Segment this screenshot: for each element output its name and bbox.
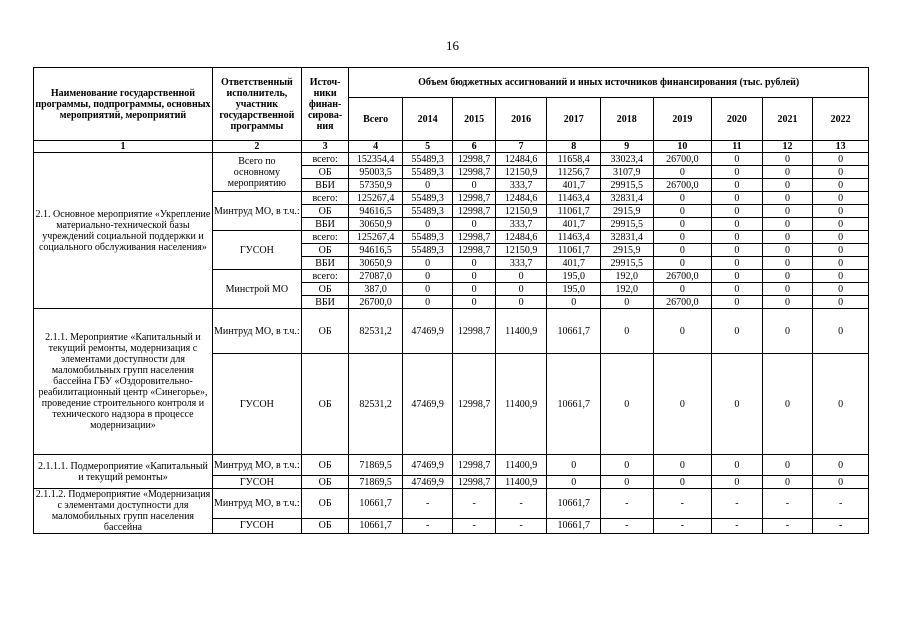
header-year: 2020	[712, 98, 763, 141]
amount-cell: 0	[653, 354, 712, 455]
header-year: 2019	[653, 98, 712, 141]
source-cell: ВБИ	[301, 257, 349, 270]
amount-cell: 0	[653, 218, 712, 231]
source-cell: ОБ	[301, 455, 349, 476]
amount-cell: 27087,0	[349, 270, 403, 283]
amount-cell: 47469,9	[402, 309, 453, 354]
amount-cell: 0	[762, 153, 813, 166]
amount-cell: 30650,9	[349, 257, 403, 270]
executor-name: ГУСОН	[212, 518, 301, 533]
amount-cell: 11658,4	[547, 153, 601, 166]
amount-cell: 94616,5	[349, 205, 403, 218]
amount-cell: 71869,5	[349, 455, 403, 476]
amount-cell: 11463,4	[547, 192, 601, 205]
amount-cell: 0	[712, 231, 763, 244]
activity-name: 2.1. Основное мероприятие «Укрепление материально-технической базы учреждений социальной поддержки и социального обслуживания населения»	[34, 153, 213, 309]
column-number: 7	[495, 141, 547, 153]
amount-cell: 195,0	[547, 270, 601, 283]
amount-cell: 30650,9	[349, 218, 403, 231]
column-number: 2	[212, 141, 301, 153]
amount-cell: 387,0	[349, 283, 403, 296]
amount-cell: 192,0	[600, 283, 653, 296]
amount-cell: 0	[402, 218, 453, 231]
amount-cell: 26700,0	[653, 296, 712, 309]
amount-cell: 12998,7	[453, 455, 495, 476]
amount-cell: 333,7	[495, 257, 547, 270]
amount-cell: 0	[712, 296, 763, 309]
amount-cell: 0	[712, 192, 763, 205]
header-year: 2014	[402, 98, 453, 141]
table-row	[34, 153, 869, 166]
column-number: 8	[547, 141, 601, 153]
amount-cell: 0	[402, 296, 453, 309]
amount-cell: 32831,4	[600, 231, 653, 244]
amount-cell: -	[495, 518, 547, 533]
amount-cell: 12150,9	[495, 244, 547, 257]
amount-cell: 0	[712, 476, 763, 489]
executor-name: ГУСОН	[212, 476, 301, 489]
amount-cell: 0	[813, 179, 869, 192]
amount-cell: 0	[653, 231, 712, 244]
amount-cell: 12484,6	[495, 153, 547, 166]
amount-cell: 0	[712, 455, 763, 476]
header-year: 2016	[495, 98, 547, 141]
column-number: 4	[349, 141, 403, 153]
source-cell: ОБ	[301, 166, 349, 179]
amount-cell: 0	[653, 244, 712, 257]
amount-cell: 11463,4	[547, 231, 601, 244]
executor-name: Всего по основному мероприятию	[212, 153, 301, 192]
amount-cell: -	[495, 489, 547, 519]
amount-cell: 0	[762, 283, 813, 296]
amount-cell: -	[600, 489, 653, 519]
amount-cell: -	[762, 518, 813, 533]
amount-cell: 152354,4	[349, 153, 403, 166]
amount-cell: 0	[762, 270, 813, 283]
amount-cell: 2915,9	[600, 205, 653, 218]
header-year: 2022	[813, 98, 869, 141]
amount-cell: 0	[762, 354, 813, 455]
amount-cell: 12484,6	[495, 231, 547, 244]
amount-cell: 0	[762, 192, 813, 205]
table-row	[34, 455, 869, 476]
amount-cell: 2915,9	[600, 244, 653, 257]
amount-cell: 0	[453, 218, 495, 231]
amount-cell: 0	[813, 270, 869, 283]
amount-cell: 0	[813, 455, 869, 476]
amount-cell: 10661,7	[547, 489, 601, 519]
amount-cell: 0	[762, 257, 813, 270]
amount-cell: 11400,9	[495, 476, 547, 489]
amount-cell: 0	[495, 270, 547, 283]
amount-cell: -	[712, 518, 763, 533]
amount-cell: 55489,3	[402, 166, 453, 179]
amount-cell: -	[453, 518, 495, 533]
amount-cell: 0	[712, 205, 763, 218]
amount-cell: 33023,4	[600, 153, 653, 166]
amount-cell: 0	[813, 257, 869, 270]
activity-name: 2.1.1. Мероприятие «Капитальный и текущий ремонты, модернизация с элементами доступности для маломобильных групп населения бассейна ГБУ «Оздоровительно-реабилитационный центр «Синегорье», проведение строительного контроля и технического надзора в процессе модернизации»	[34, 309, 213, 455]
amount-cell: 195,0	[547, 283, 601, 296]
amount-cell: 0	[402, 270, 453, 283]
amount-cell: 12998,7	[453, 192, 495, 205]
table-row	[34, 309, 869, 354]
amount-cell: 0	[712, 218, 763, 231]
amount-cell: 0	[402, 283, 453, 296]
amount-cell: 0	[813, 192, 869, 205]
amount-cell: -	[600, 518, 653, 533]
amount-cell: 0	[813, 205, 869, 218]
amount-cell: 0	[712, 166, 763, 179]
amount-cell: 12484,6	[495, 192, 547, 205]
amount-cell: 0	[495, 296, 547, 309]
source-cell: ОБ	[301, 244, 349, 257]
source-cell: ОБ	[301, 354, 349, 455]
amount-cell: 0	[813, 354, 869, 455]
source-cell: ВБИ	[301, 296, 349, 309]
amount-cell: 0	[453, 270, 495, 283]
amount-cell: -	[402, 489, 453, 519]
amount-cell: -	[653, 518, 712, 533]
amount-cell: 12998,7	[453, 231, 495, 244]
column-number: 13	[813, 141, 869, 153]
amount-cell: 125267,4	[349, 192, 403, 205]
amount-cell: 10661,7	[547, 309, 601, 354]
amount-cell: 11061,7	[547, 244, 601, 257]
column-number: 6	[453, 141, 495, 153]
amount-cell: 0	[495, 283, 547, 296]
header-year: 2021	[762, 98, 813, 141]
source-cell: всего:	[301, 270, 349, 283]
amount-cell: 12998,7	[453, 309, 495, 354]
amount-cell: 0	[712, 270, 763, 283]
header-volume: Объем бюджетных ассигнований и иных источников финансирования (тыс. рублей)	[349, 68, 869, 98]
amount-cell: 0	[762, 179, 813, 192]
amount-cell: 95003,5	[349, 166, 403, 179]
column-number: 3	[301, 141, 349, 153]
amount-cell: 0	[813, 231, 869, 244]
amount-cell: 55489,3	[402, 231, 453, 244]
amount-cell: 12998,7	[453, 153, 495, 166]
amount-cell: 0	[712, 257, 763, 270]
amount-cell: 0	[547, 455, 601, 476]
executor-name: Минтруд МО, в т.ч.:	[212, 455, 301, 476]
header-executor: Ответственный исполнитель, участник государственной программы	[212, 68, 301, 141]
source-cell: всего:	[301, 231, 349, 244]
amount-cell: 0	[712, 244, 763, 257]
amount-cell: 12150,9	[495, 205, 547, 218]
amount-cell: 0	[813, 309, 869, 354]
amount-cell: 0	[547, 296, 601, 309]
amount-cell: 0	[453, 283, 495, 296]
amount-cell: 11256,7	[547, 166, 601, 179]
source-cell: ОБ	[301, 489, 349, 519]
amount-cell: 0	[600, 455, 653, 476]
amount-cell: 0	[402, 257, 453, 270]
amount-cell: 0	[762, 476, 813, 489]
amount-cell: 0	[653, 205, 712, 218]
amount-cell: -	[813, 518, 869, 533]
amount-cell: 0	[813, 296, 869, 309]
amount-cell: 0	[653, 192, 712, 205]
header-name: Наименование государственной программы, подпрограммы, основных мероприятий, мероприятий	[34, 68, 213, 141]
amount-cell: 0	[762, 309, 813, 354]
amount-cell: 0	[762, 244, 813, 257]
amount-cell: 0	[453, 296, 495, 309]
amount-cell: -	[712, 489, 763, 519]
amount-cell: 29915,5	[600, 218, 653, 231]
amount-cell: -	[453, 489, 495, 519]
header-year: 2017	[547, 98, 601, 141]
amount-cell: 0	[762, 455, 813, 476]
header-year: 2015	[453, 98, 495, 141]
amount-cell: 0	[600, 296, 653, 309]
executor-name: Минстрой МО	[212, 270, 301, 309]
table-row	[34, 489, 869, 519]
amount-cell: 29915,5	[600, 257, 653, 270]
amount-cell: 0	[762, 166, 813, 179]
activity-name: 2.1.1.1. Подмероприятие «Капитальный и текущий ремонты»	[34, 455, 213, 489]
amount-cell: 0	[712, 309, 763, 354]
amount-cell: 401,7	[547, 179, 601, 192]
amount-cell: 55489,3	[402, 205, 453, 218]
column-number: 9	[600, 141, 653, 153]
amount-cell: 0	[547, 476, 601, 489]
amount-cell: 0	[712, 283, 763, 296]
amount-cell: 125267,4	[349, 231, 403, 244]
amount-cell: 0	[653, 309, 712, 354]
amount-cell: 0	[453, 257, 495, 270]
amount-cell: 0	[653, 283, 712, 296]
amount-cell: 82531,2	[349, 354, 403, 455]
amount-cell: 47469,9	[402, 476, 453, 489]
amount-cell: 26700,0	[349, 296, 403, 309]
amount-cell: 0	[813, 153, 869, 166]
amount-cell: 10661,7	[547, 518, 601, 533]
source-cell: ОБ	[301, 205, 349, 218]
source-cell: ВБИ	[301, 218, 349, 231]
amount-cell: 47469,9	[402, 354, 453, 455]
amount-cell: 12998,7	[453, 244, 495, 257]
source-cell: ВБИ	[301, 179, 349, 192]
amount-cell: 47469,9	[402, 455, 453, 476]
amount-cell: 401,7	[547, 257, 601, 270]
amount-cell: 0	[762, 205, 813, 218]
amount-cell: -	[402, 518, 453, 533]
column-number: 12	[762, 141, 813, 153]
amount-cell: -	[813, 489, 869, 519]
amount-cell: 3107,9	[600, 166, 653, 179]
amount-cell: -	[762, 489, 813, 519]
amount-cell: 26700,0	[653, 153, 712, 166]
amount-cell: 12150,9	[495, 166, 547, 179]
amount-cell: 0	[813, 166, 869, 179]
amount-cell: 333,7	[495, 218, 547, 231]
amount-cell: 0	[762, 231, 813, 244]
amount-cell: 0	[762, 296, 813, 309]
amount-cell: 0	[712, 179, 763, 192]
header-year: 2018	[600, 98, 653, 141]
amount-cell: 12998,7	[453, 166, 495, 179]
financing-table	[33, 67, 869, 534]
executor-name: ГУСОН	[212, 354, 301, 455]
amount-cell: 10661,7	[547, 354, 601, 455]
column-number: 11	[712, 141, 763, 153]
amount-cell: 11061,7	[547, 205, 601, 218]
amount-cell: 10661,7	[349, 489, 403, 519]
amount-cell: 0	[653, 455, 712, 476]
amount-cell: 0	[402, 179, 453, 192]
amount-cell: 0	[600, 309, 653, 354]
source-cell: ОБ	[301, 283, 349, 296]
amount-cell: 0	[813, 218, 869, 231]
executor-name: ГУСОН	[212, 231, 301, 270]
amount-cell: 57350,9	[349, 179, 403, 192]
amount-cell: 0	[653, 257, 712, 270]
amount-cell: 0	[453, 179, 495, 192]
amount-cell: 55489,3	[402, 153, 453, 166]
amount-cell: 11400,9	[495, 455, 547, 476]
source-cell: всего:	[301, 153, 349, 166]
amount-cell: 0	[712, 354, 763, 455]
source-cell: ОБ	[301, 476, 349, 489]
source-cell: ОБ	[301, 518, 349, 533]
amount-cell: 333,7	[495, 179, 547, 192]
source-cell: всего:	[301, 192, 349, 205]
amount-cell: 55489,3	[402, 192, 453, 205]
amount-cell: 0	[653, 166, 712, 179]
amount-cell: 0	[762, 218, 813, 231]
executor-name: Минтруд МО, в т.ч.:	[212, 309, 301, 354]
page-number: 16	[446, 38, 459, 53]
column-number: 1	[34, 141, 213, 153]
amount-cell: 0	[600, 476, 653, 489]
amount-cell: 0	[653, 476, 712, 489]
amount-cell: 0	[600, 354, 653, 455]
activity-name: 2.1.1.2. Подмероприятие «Модернизация с элементами доступности для маломобильных групп населения бассейна	[34, 489, 213, 534]
amount-cell: 11400,9	[495, 354, 547, 455]
amount-cell: 0	[813, 283, 869, 296]
amount-cell: 10661,7	[349, 518, 403, 533]
amount-cell: 12998,7	[453, 205, 495, 218]
header-source: Источ-ники финан-сирова-ния	[301, 68, 349, 141]
amount-cell: 11400,9	[495, 309, 547, 354]
amount-cell: 26700,0	[653, 179, 712, 192]
amount-cell: 192,0	[600, 270, 653, 283]
column-number: 10	[653, 141, 712, 153]
amount-cell: 82531,2	[349, 309, 403, 354]
amount-cell: 29915,5	[600, 179, 653, 192]
source-cell: ОБ	[301, 309, 349, 354]
amount-cell: 94616,5	[349, 244, 403, 257]
header-year: Всего	[349, 98, 403, 141]
amount-cell: 32831,4	[600, 192, 653, 205]
amount-cell: 71869,5	[349, 476, 403, 489]
executor-name: Минтруд МО, в т.ч.:	[212, 192, 301, 231]
amount-cell: 0	[813, 476, 869, 489]
column-number: 5	[402, 141, 453, 153]
executor-name: Минтруд МО, в т.ч.:	[212, 489, 301, 519]
amount-cell: -	[653, 489, 712, 519]
amount-cell: 26700,0	[653, 270, 712, 283]
amount-cell: 401,7	[547, 218, 601, 231]
amount-cell: 55489,3	[402, 244, 453, 257]
amount-cell: 12998,7	[453, 476, 495, 489]
amount-cell: 0	[813, 244, 869, 257]
amount-cell: 12998,7	[453, 354, 495, 455]
amount-cell: 0	[712, 153, 763, 166]
